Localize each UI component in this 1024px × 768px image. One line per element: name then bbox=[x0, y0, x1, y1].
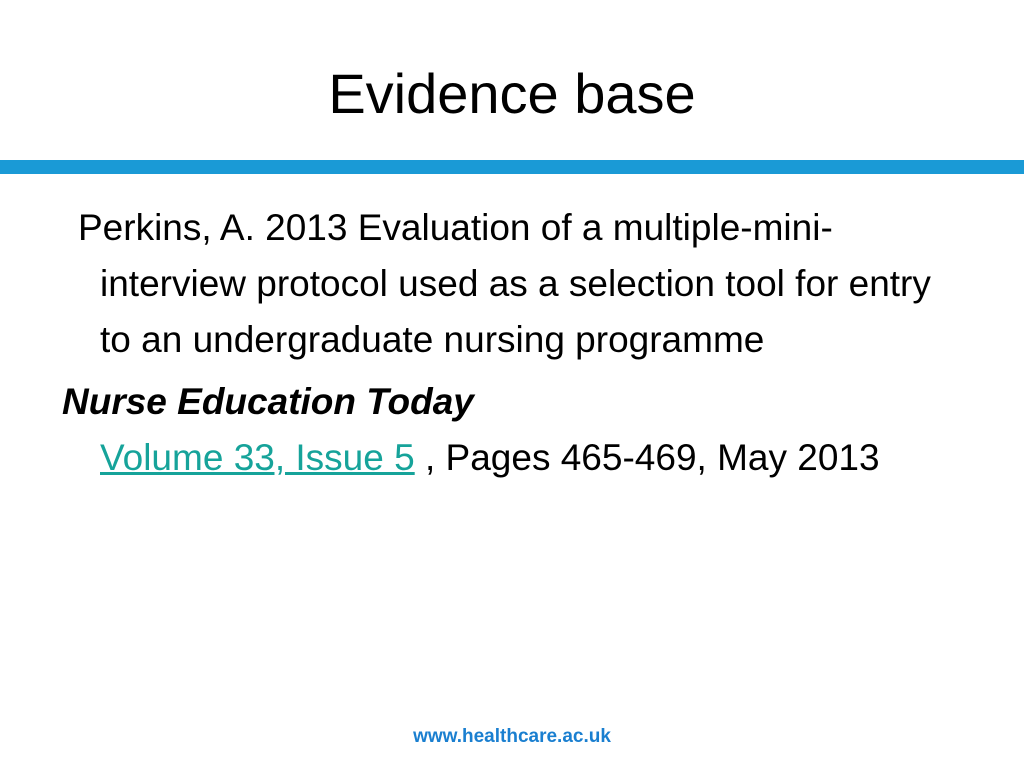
slide-title: Evidence base bbox=[328, 62, 696, 125]
pages-date: , Pages 465-469, May 2013 bbox=[414, 437, 880, 478]
reference-citation: Perkins, A. 2013 Evaluation of a multiple-mini-interview protocol used as a selection tool for entry to an undergraduate nursing programme bbox=[78, 207, 931, 360]
slide-body bbox=[62, 200, 962, 492]
journal-name: Nurse Education Today bbox=[62, 381, 474, 422]
volume-issue-link[interactable]: Volume 33, Issue 5 bbox=[100, 437, 415, 478]
footer-url: www.healthcare.ac.uk bbox=[413, 726, 611, 747]
title-divider bbox=[0, 160, 1024, 174]
reference-source bbox=[62, 374, 962, 486]
